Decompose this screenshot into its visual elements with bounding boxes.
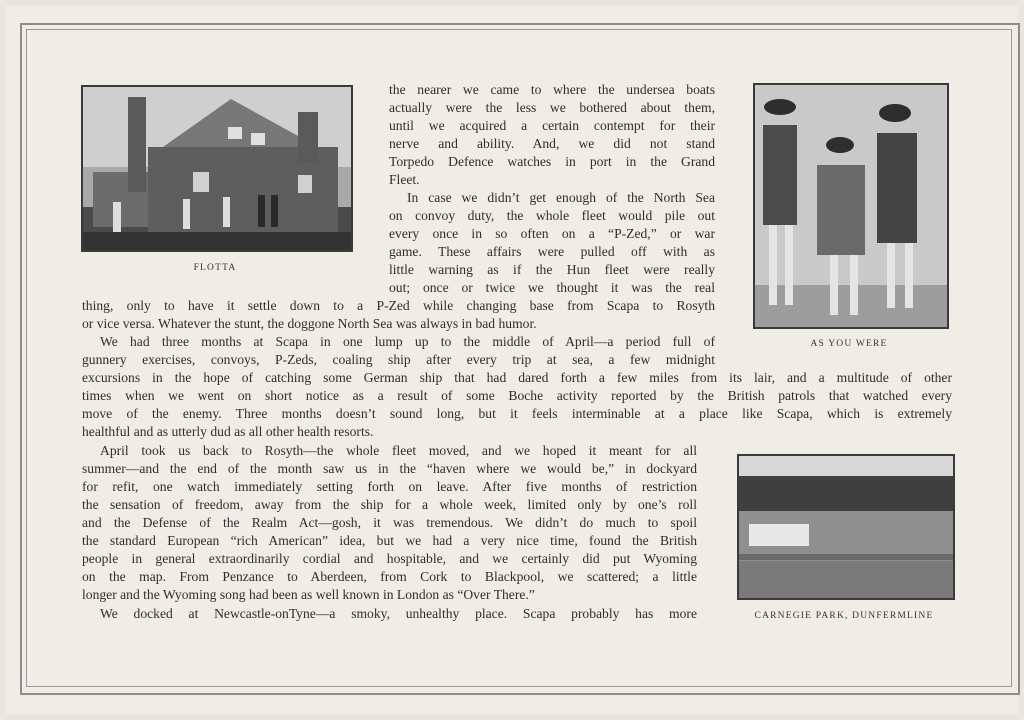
text-line-29: longer and the Wyoming song had been as well known in London as “Over There.” (82, 587, 535, 602)
text-line-15: We had three months at Scapa in one lump up to the middle of April—a period full of (100, 334, 715, 349)
text-line-1: the nearer we came to where the undersea boats (389, 82, 715, 97)
text-line-11: little warning as if the Hun fleet were really (389, 262, 715, 277)
text-line-28: on the map. From Penzance to Aberdeen, from Cork to Blackpool, we scattered; a little (82, 569, 697, 584)
text-line-5: Torpedo Defence watches in port in the Grand (389, 154, 715, 169)
text-line-19: move of the enemy. Three months doesn’t sound long, but it feels interminable at a place like Scapa, which is extremely (82, 406, 952, 421)
text-line-2: actually were the less we bothered about them, (389, 100, 715, 115)
text-line-17: excursions in the hope of catching some German ship that had dared forth a few miles from its lair, and a multitude of other (82, 370, 952, 385)
text-line-16: gunnery exercises, convoys, P-Zeds, coaling ship after every trip at sea, a few midnight (82, 352, 715, 367)
text-line-4: nerve and ability. And, we did not stand (389, 136, 715, 151)
as-you-were-caption: AS YOU WERE (810, 339, 888, 349)
text-line-8: on convoy duty, the whole fleet would pile out (389, 208, 715, 223)
text-line-20: healthful and as utterly dud as all other health resorts. (82, 424, 374, 439)
text-line-25: and the Defense of the Realm Act—gosh, it was tremendous. We didn’t do much to spoil (82, 515, 697, 530)
flotta-caption: FLOTTA (193, 263, 237, 273)
text-line-30: We docked at Newcastle-onTyne—a smoky, unhealthy place. Scapa probably has more (100, 606, 697, 621)
text-line-3: until we acquired a certain contempt for their (389, 118, 715, 133)
text-line-7: In case we didn’t get enough of the North Sea (407, 190, 715, 205)
text-line-10: game. These affairs were pulled off with as (389, 244, 715, 259)
text-line-13: thing, only to have it settle down to a P-Zed while changing base from Scapa to Rosyth (82, 298, 715, 313)
text-line-24: the sensation of freedom, away from the ship for a whole week, limited only by one’s roll (82, 497, 697, 512)
text-line-18: times when we went on short notice as a result of some Boche activity reported by the British patrols that watched every (82, 388, 952, 403)
carnegie-park-caption: CARNEGIE PARK, DUNFERMLINE (754, 611, 934, 621)
carnegie-park-photo (737, 454, 955, 600)
text-line-9: every once in so often on a “P-Zed,” or war (389, 226, 715, 241)
text-line-6: Fleet. (389, 172, 420, 187)
text-line-27: people in general extraordinarily cordial and hospitable, and we certainly did put Wyoming (82, 551, 697, 566)
text-line-12: out; once or twice we thought it was the real (389, 280, 715, 295)
text-line-23: for refit, one watch immediately setting forth on leave. After five months of restriction (82, 479, 697, 494)
text-line-21: April took us back to Rosyth—the whole fleet moved, and we hoped it meant for all (100, 443, 697, 458)
flotta-photo (81, 85, 353, 252)
text-line-22: summer—and the end of the month saw us in the “haven where we would be,” in dockyard (82, 461, 697, 476)
as-you-were-photo (753, 83, 949, 329)
text-line-26: the standard European “rich American” idea, but we had a very nice time, found the British (82, 533, 697, 548)
text-line-14: or vice versa. Whatever the stunt, the doggone North Sea was always in bad humor. (82, 316, 537, 331)
